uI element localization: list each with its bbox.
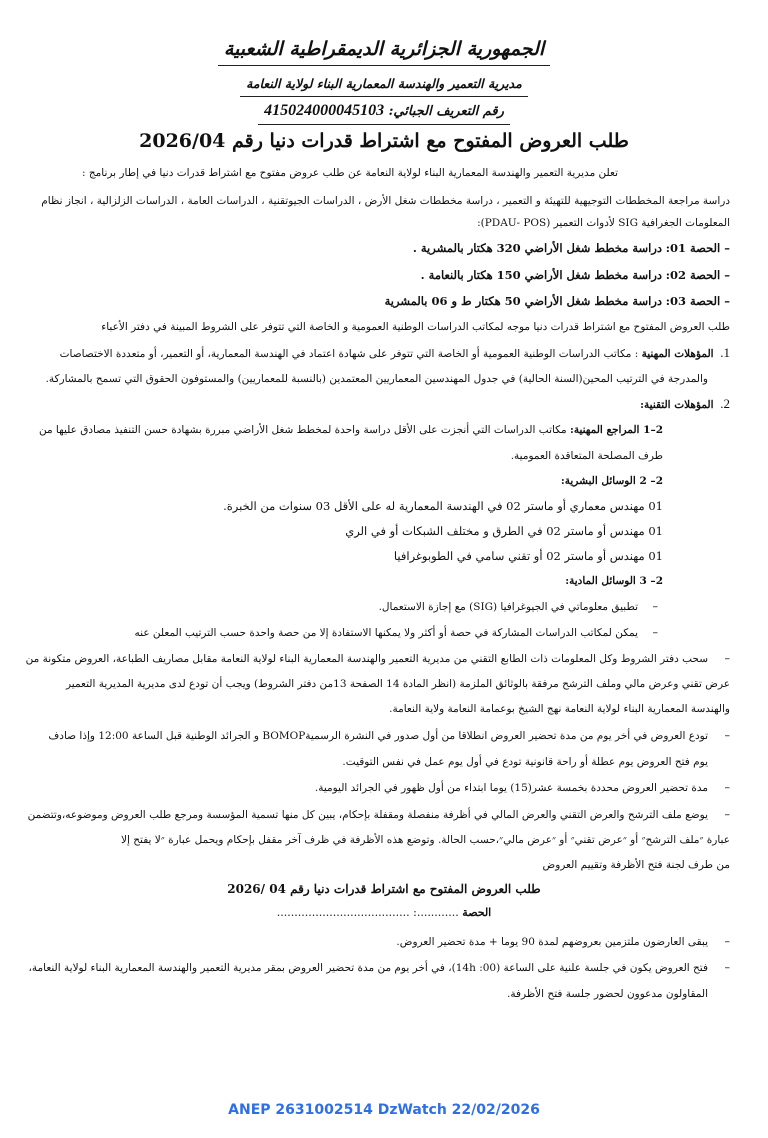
notice-title: طلب العروض المفتوح مع اشتراط قدرات دنيا رقم 2026/04 [139,130,629,152]
references-line-2: طرف المصلحة المتعاقدة العمومية. [510,450,663,462]
lot-2-label: – الحصة 02: [665,268,730,282]
human-item-3: 01 مهندس أو ماستر 02 أو تقني سامي في الطوبوغرافيا [393,549,663,563]
closing-1-line-1: يبقى العارضون ملتزمين بعروضهم لمدة 90 يوما + مدة تحضير العروض. [396,936,708,948]
bullet: – [724,935,730,948]
bullet: – [724,808,730,821]
country-name: الجمهورية الجزائرية الديمقراطية الشعبية [218,38,550,66]
condition-3-line-1: مدة تحضير العروض محددة بخمسة عشر(15) يوما ابتداء من أول ظهور في الجرائد اليومية. [314,782,708,794]
bullet: – [724,729,730,742]
references-label: 2–1 المراجع المهنية: [569,424,663,436]
directorate-name: مديرية التعمير والهندسة المعمارية البناء لولاية النعامة [240,76,528,97]
envelope-lot [0,906,768,920]
condition-2-line-2: يوم فتح العروض يوم عطلة أو راحة قانونية تودع في أول يوم عمل في نفس التوقيت. [342,756,708,768]
lot-1-label: – الحصة 01: [665,241,730,255]
tax-id-wrap [258,104,510,125]
human-item-2: 01 مهندس أو ماستر 02 في الطرق و مختلف الشبكات أو في الري [345,524,663,538]
country-header [0,38,768,60]
qual-1-text: : مكاتب الدراسات الوطنية العمومية أو الخاصة التي تتوفر على شهادة اعتماد في الهندسة المعمارية، أو التعمير، أو متعددة الاختصاصات [59,348,639,360]
condition-4-line-1: يوضع ملف الترشح والعرض التقني والعرض المالي في أظرفة منفصلة ومقفلة بإحكام، يبين كل منها تسمية المؤسسة ومرجع طلب العروض وموضوعه،وتتضمن [27,809,708,821]
condition-4-line-2: عبارة ״ملف الترشح״ أو ״عرض تقني״ أو ״عرض مالي״،حسب الحالة. وتوضع هذه الأظرفة في ظرف آخر مقفل بإحكام ويحمل عبارة ״لا يفتح إلا [121,834,730,846]
intro-line-3: المعلومات الجغرافية SIG لأدوات التعمير (PDAU- POS): [477,217,730,229]
tax-id-value: 415024000045103 [264,102,385,119]
material-item-2: يمكن لمكاتب الدراسات المشاركة في حصة أو أكثر ولا يمكنها الاستفادة إلا من حصة واحدة حسب الترتيب المعلن عنه [134,627,638,639]
tax-id-header [0,102,768,120]
condition-1-line-1: سحب دفتر الشروط وكل المعلومات ذات الطابع التقني من مديرية التعمير والهندسة المعمارية البناء لولاية النعامة مقابل مصاريف الطباعة، العروض متكونة من [25,653,708,665]
human-means-title: 2– 2 الوسائل البشرية: [560,475,663,487]
qual-1-label: المؤهلات المهنية [641,348,714,360]
lot-3-label: – الحصة 03: [665,294,730,308]
lot-2-text: دراسة مخطط شغل الأراضي 150 هكتار بالنعامة . [420,268,663,282]
bullet: – [652,626,658,639]
qual-1-line-2: والمدرجة في الترتيب المحين(السنة الحالية) في جدول المهندسين المعماريين المعتمدين (بالنسبة للمعماريين) والمستوفون الحقوق التي تسمح بالمشاركة. [45,373,708,385]
condition-1-line-3: والهندسة المعمارية البناء لولاية النعامة نهج الشيخ بوعمامة النعامة ولاية النعامة. [389,703,730,715]
bullet: – [724,781,730,794]
lot-3-text: دراسة مخطط شغل الأراضي 50 هكتار ط و 06 بالمشرية [384,294,663,308]
bullet: – [724,961,730,974]
condition-4-line-3: من طرف لجنة فتح الأظرفة وتقييم العروض [542,859,730,871]
addressed-to: طلب العروض المفتوح مع اشتراط قدرات دنيا موجه لمكاتب الدراسات الوطنية العمومية و الخاصة التي تتوفر على الشروط المبينة في دفتر الأعباء [101,321,730,333]
bullet: – [652,600,658,613]
condition-1-line-2: عرض تقني وعرض مالي وملف الترشح مرفقة بالوثائق الملزمة (انظر المادة 14 الصفحة 13من دفتر الشروط) ويجب أن تودع لدى مديرية المديرية التعمير [66,678,730,690]
tax-id-label: رقم التعريف الجبائي: [388,104,504,119]
closing-2-line-1: فتح العروض يكون في جلسة علنية على الساعة (00: 14h)، في أخر يوم من مدة تحضير العروض بمقر مديرية التعمير والهندسة المعمارية البناء لولاية النعامة، [28,962,708,974]
envelope-lot-label: الحصة [462,906,492,919]
closing-2-line-2: المقاولون مدعوون لحضور جلسة فتح الأظرفة. [507,988,708,1000]
qual-1-num: 1. [720,345,730,360]
envelope-title: طلب العروض المفتوح مع اشتراط قدرات دنيا رقم 04 /2026 [227,882,541,896]
human-item-1: 01 مهندس معماري أو ماستر 02 في الهندسة المعمارية له على الأقل 03 سنوات من الخبرة. [223,499,663,513]
envelope-lot-blank: ............: ...................................... [276,906,459,919]
intro-line-2: دراسة مراجعة المخططات التوجيهية للتهيئة و التعمير ، دراسة مخططات شغل الأرض ، الدراسات الجيوتقنية ، الدراسات العامة ، الدراسات الزلزالية ، انجاز نظام [41,195,730,207]
condition-2-line-1: تودع العروض في أخر يوم من مدة تحضير العروض انطلاقا من أول صدور في النشرة الرسميةBOMOP و الجرائد الوطنية قبل الساعة 12:00 وإذا صادف [48,730,708,742]
lot-1 [38,241,730,255]
material-means-label [38,574,663,588]
qual-2-num: 2. [720,396,730,411]
lot-2 [38,268,730,282]
qualification-technical [38,397,730,412]
directorate-header [0,76,768,91]
qual-2-label: المؤهلات التقنية: [640,399,714,411]
lot-3 [38,294,730,308]
bullet: – [724,652,730,665]
human-means-label [38,474,663,488]
lot-1-text: دراسة مخطط شغل الأراضي 320 هكتار بالمشرية . [412,241,663,255]
references-text: مكاتب الدراسات التي أنجزت على الأقل دراسة واحدة لمخطط شغل الأراضي مبررة بشهادة حسن التنفيذ مصادق عليها من [38,424,567,436]
references [38,423,663,437]
material-item-1: تطبيق معلوماتي في الجيوغرافيا (SIG) مع إجازة الاستعمال. [378,601,638,613]
intro-line-1: تعلن مديرية التعمير والهندسة المعمارية البناء لولاية النعامة عن طلب عروض مفتوح مع اشتراط قدرات دنيا في إطار برنامج : [81,167,618,179]
qualification-professional [38,346,730,361]
material-means-title: 2– 3 الوسائل المادية: [565,575,663,587]
footer-reference: ANEP 2631002514 DzWatch 22/02/2026 [228,1102,540,1118]
